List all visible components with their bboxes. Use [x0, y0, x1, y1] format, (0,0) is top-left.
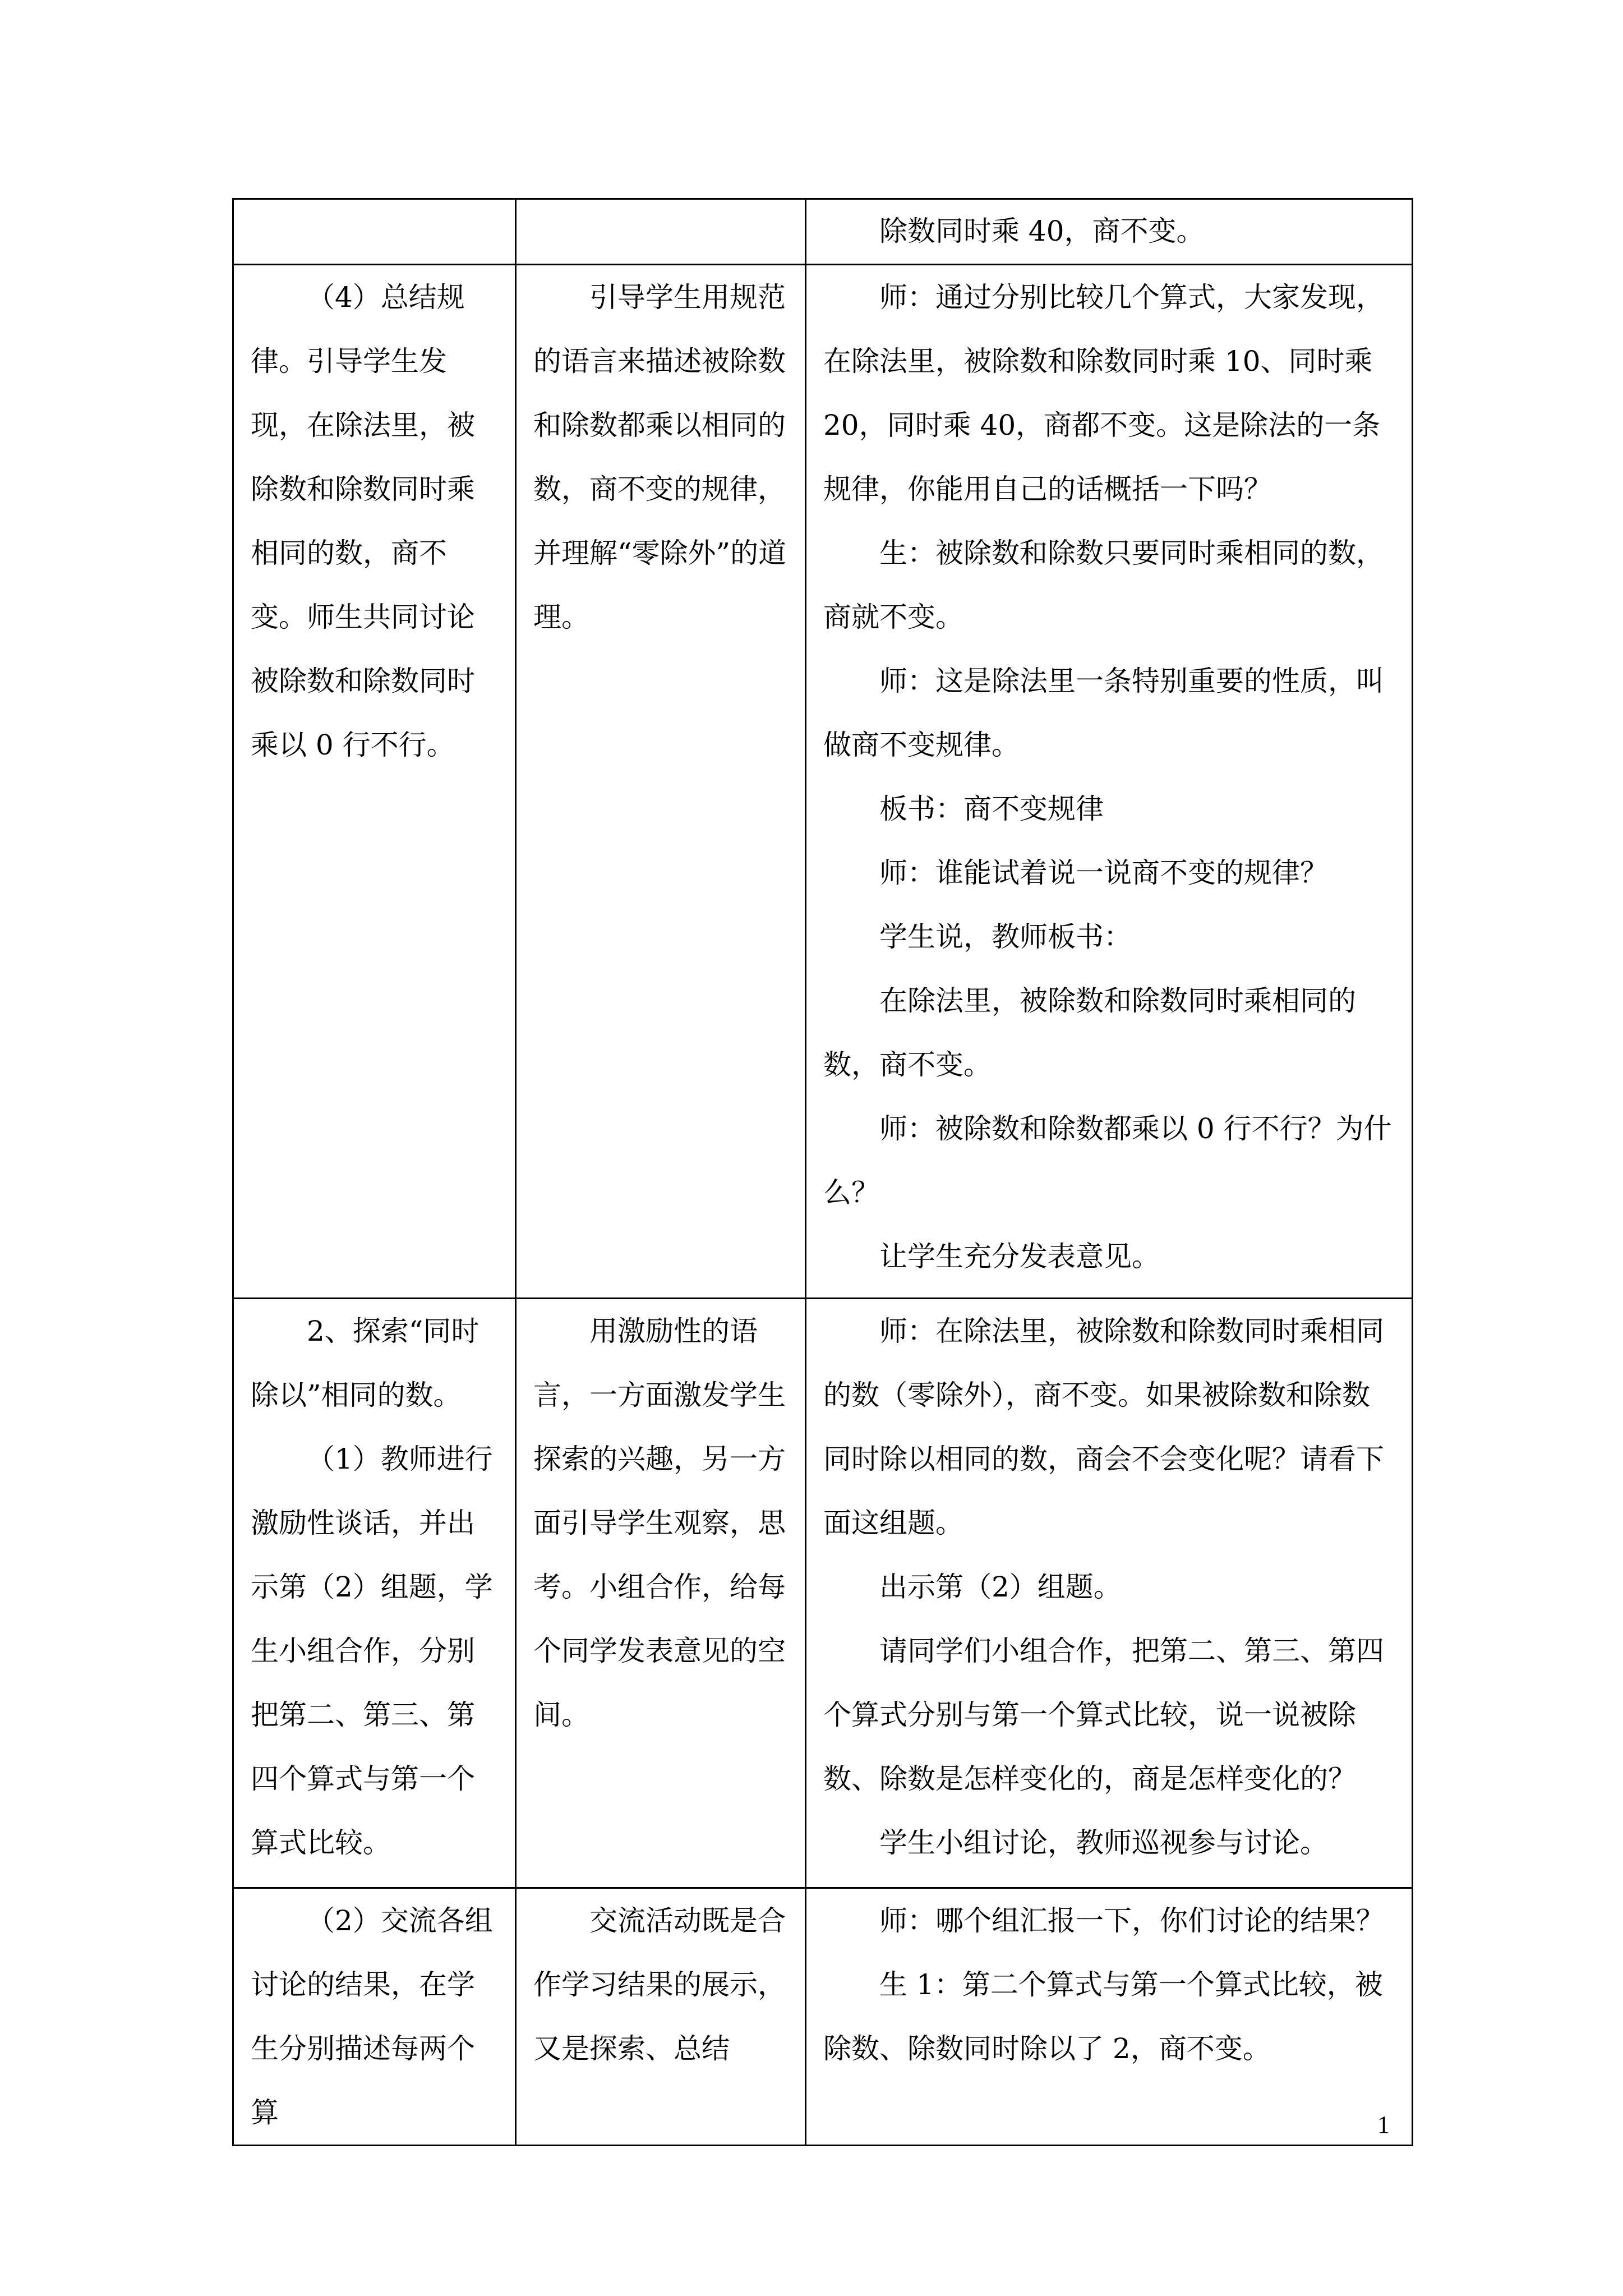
- intent-cell: [516, 199, 806, 265]
- process-cell: [806, 265, 1413, 1299]
- cell-paragraph: 用激励性的语言，一方面激发学生探索的兴趣，另一方面引导学生观察，思考。小组合作，给每个同学发表意见的空间。: [533, 1315, 786, 1731]
- page-number: 1: [1377, 2111, 1390, 2138]
- cell-paragraph: 除数同时乘 40，商不变。: [879, 215, 1205, 247]
- cell-paragraph: 师：被除数和除数都乘以 0 行不行？为什么？: [823, 1112, 1392, 1209]
- activity-cell: [233, 265, 516, 1299]
- cell-paragraph: 学生说，教师板书：: [879, 921, 1132, 953]
- cell-paragraph: 让学生充分发表意见。: [879, 1240, 1160, 1273]
- cell-paragraph: 引导学生用规范的语言来描述被除数和除数都乘以相同的数，商不变的规律，并理解“零除外”的道理。: [533, 281, 787, 633]
- intent-cell: [516, 265, 806, 1299]
- lesson-plan-table: [232, 198, 1413, 2146]
- cell-paragraph: 学生小组讨论，教师巡视参与讨论。: [879, 1826, 1328, 1859]
- table-body: [233, 199, 1413, 2146]
- table-row: [233, 265, 1413, 1299]
- activity-cell: [233, 1888, 516, 2146]
- cell-paragraph: 师：在除法里，被除数和除数同时乘相同的数（零除外），商不变。如果被除数和除数同时除以相同的数，商会不会变化呢？请看下面这组题。: [823, 1315, 1384, 1539]
- cell-paragraph: 交流活动既是合作学习结果的展示，又是探索、总结: [533, 1904, 786, 2065]
- table-row: [233, 199, 1413, 265]
- cell-paragraph: 师：谁能试着说一说商不变的规律？: [879, 857, 1328, 889]
- table-row: [233, 1299, 1413, 1888]
- cell-paragraph: 师：哪个组汇报一下，你们讨论的结果？: [879, 1904, 1384, 1937]
- cell-paragraph: 板书：商不变规律: [879, 793, 1104, 825]
- cell-paragraph: 生：被除数和除数只要同时乘相同的数，商就不变。: [823, 537, 1384, 633]
- cell-paragraph: 在除法里，被除数和除数同时乘相同的数，商不变。: [823, 984, 1356, 1081]
- cell-paragraph: 出示第（2）组题。: [879, 1571, 1122, 1603]
- activity-cell: [233, 1299, 516, 1888]
- activity-cell: [233, 199, 516, 265]
- table-row: [233, 1888, 1413, 2146]
- process-cell: [806, 199, 1413, 265]
- process-cell: [806, 1299, 1413, 1888]
- cell-paragraph: （1）教师进行激励性谈话，并出示第（2）组题，学生小组合作，分别把第二、第三、第四个算式与第一个算式比较。: [251, 1443, 493, 1859]
- intent-cell: [516, 1888, 806, 2146]
- cell-paragraph: （2）交流各组讨论的结果，在学生分别描述每两个算: [251, 1904, 493, 2129]
- cell-paragraph: 2、探索“同时除以”相同的数。: [251, 1315, 479, 1411]
- cell-paragraph: 生 1：第二个算式与第一个算式比较，被除数、除数同时除以了 2，商不变。: [823, 1968, 1383, 2065]
- intent-cell: [516, 1299, 806, 1888]
- cell-paragraph: （4）总结规律。引导学生发现，在除法里，被除数和除数同时乘相同的数，商不变。师生共同讨论被除数和除数同时乘以 0 行不行。: [251, 281, 475, 761]
- cell-paragraph: 师：这是除法里一条特别重要的性质，叫做商不变规律。: [823, 665, 1384, 761]
- process-cell: [806, 1888, 1413, 2146]
- cell-paragraph: 师：通过分别比较几个算式，大家发现，在除法里，被除数和除数同时乘 10、同时乘 20，同时乘 40，商都不变。这是除法的一条规律，你能用自己的话概括一下吗？: [823, 281, 1384, 505]
- cell-paragraph: 请同学们小组合作，把第二、第三、第四个算式分别与第一个算式比较，说一说被除数、除数是怎样变化的，商是怎样变化的？: [823, 1635, 1384, 1795]
